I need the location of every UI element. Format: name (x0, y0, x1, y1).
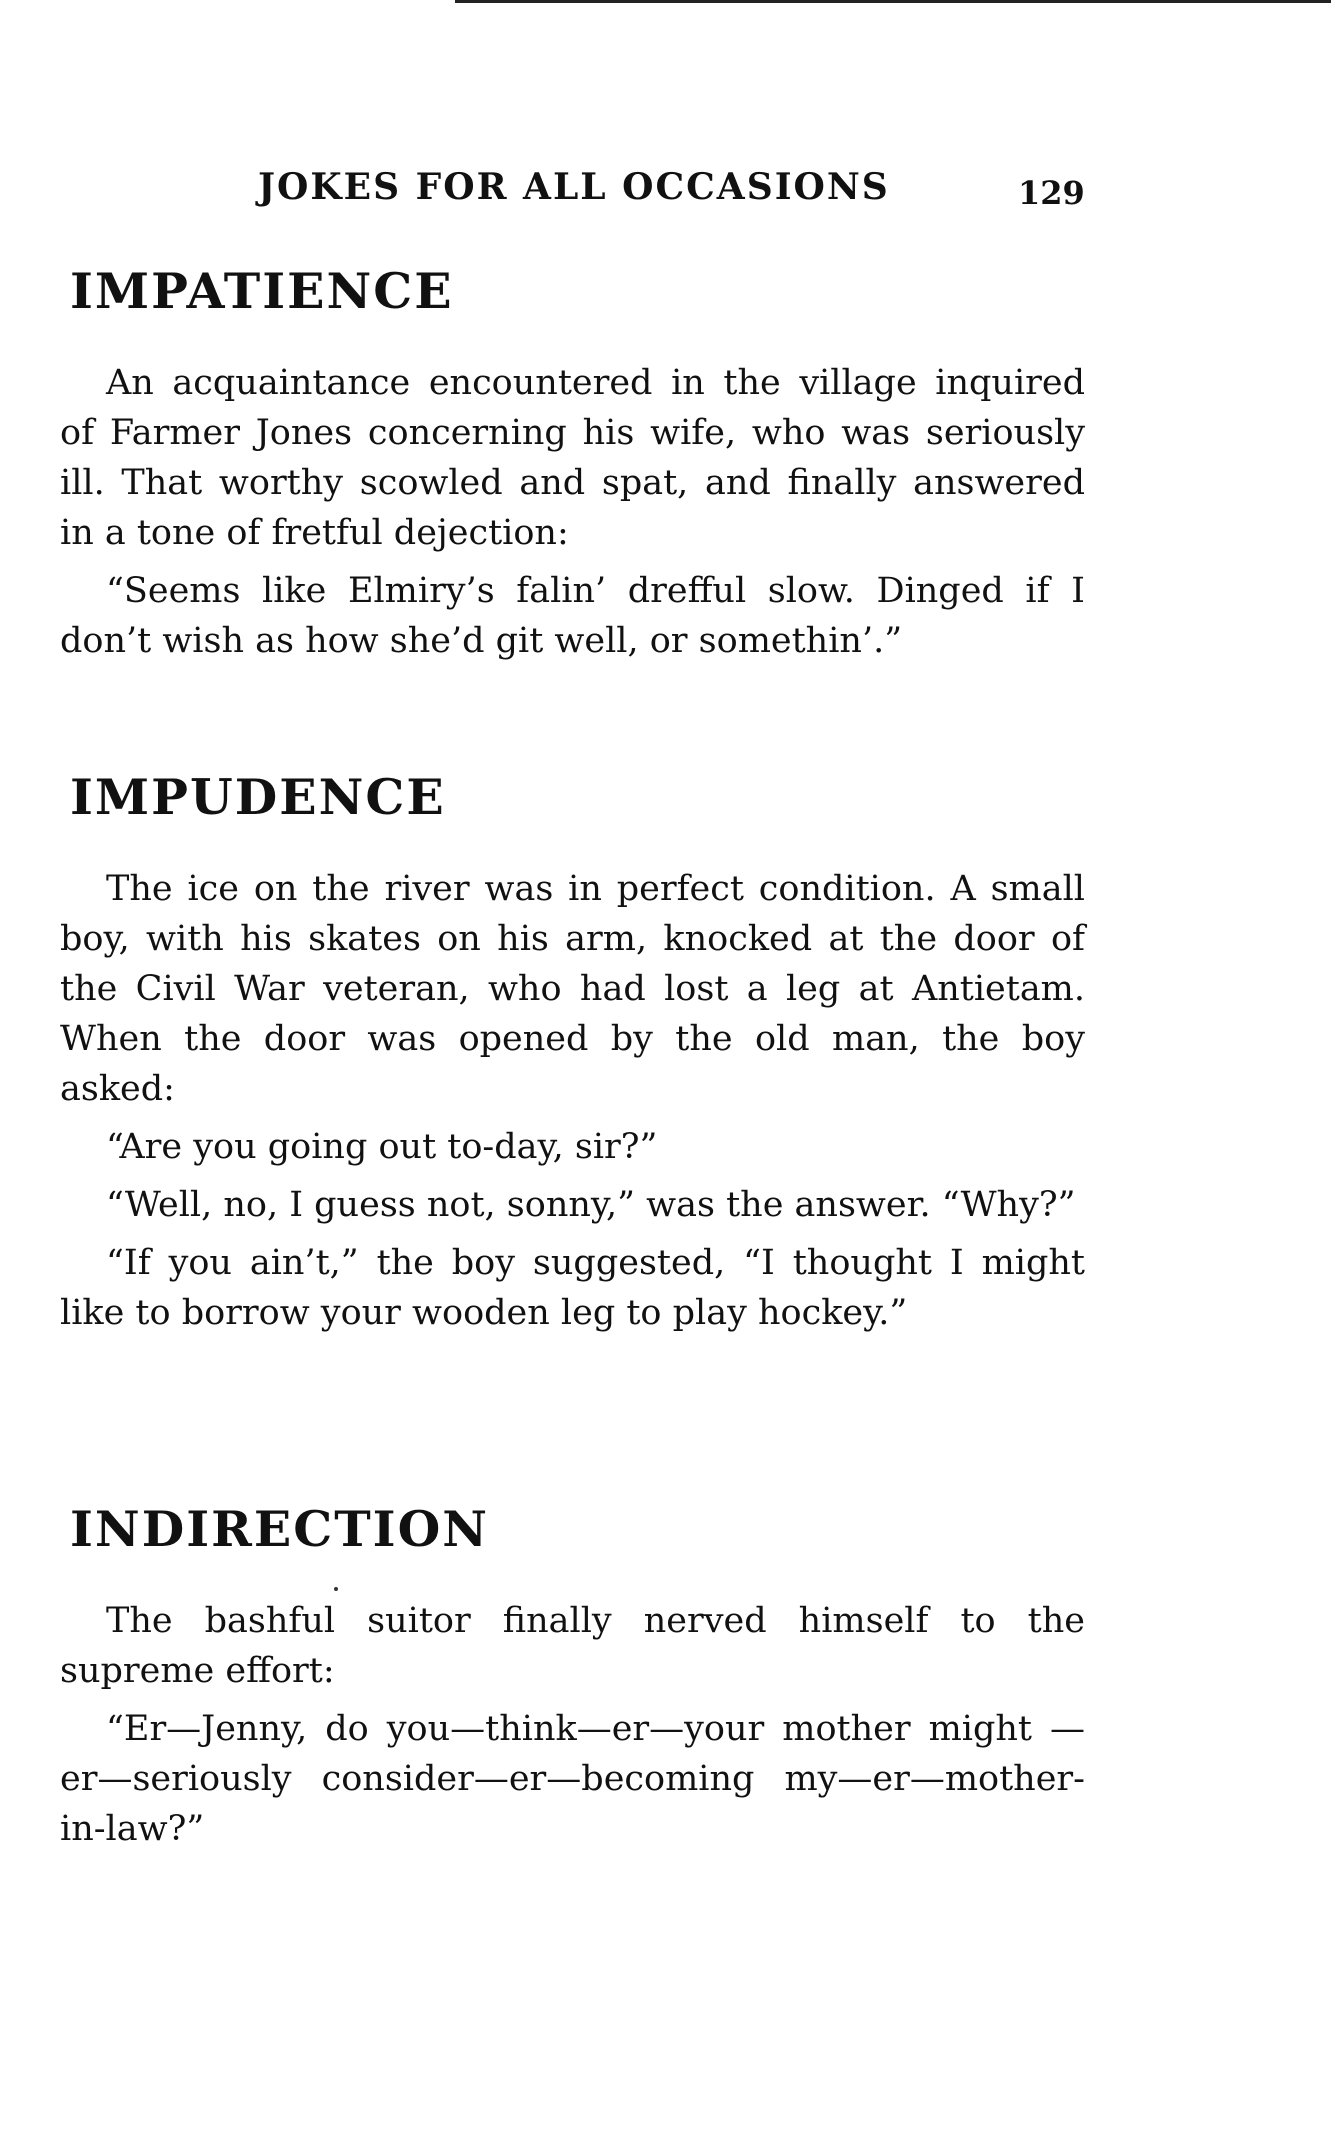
print-speck (334, 1587, 338, 1591)
paragraph: “If you ain’t,” the boy suggested, “I thought I might like to borrow your wooden leg to play hockey.” (60, 1243, 1085, 1333)
top-rule (455, 0, 1331, 3)
paragraph: “Are you going out to-day, sir?” (106, 1127, 658, 1167)
section-indirection (60, 1500, 1085, 1862)
page-number: 129 (1018, 174, 1085, 212)
paragraph: An acquaintance encountered in the village inquired of Farmer Jones concerning his wife, who was seriously ill. That worthy scowled and spat, and finally answered in a tone of fretful dejection: (60, 363, 1085, 553)
section-title: IMPATIENCE (70, 262, 454, 320)
paragraph: The ice on the river was in perfect condition. A small boy, with his skates on his arm, knocked at the door of the Civil War veteran, who had lost a leg at Antietam. When the door was opened by the old man, the boy asked: (60, 869, 1085, 1109)
paragraph: “Seems like Elmiry’s falin’ drefful slow. Dinged if I don’t wish as how she’d git well, or somethin’.” (60, 571, 1085, 661)
section-title: INDIRECTION (70, 1500, 490, 1558)
paragraph: “Well, no, I guess not, sonny,” was the answer. “Why?” (106, 1185, 1076, 1225)
section-impatience (60, 262, 1085, 674)
section-title: IMPUDENCE (70, 768, 446, 826)
running-head: JOKES FOR ALL OCCASIONS (258, 166, 890, 208)
paragraph: The bashful suitor finally nerved himself to the supreme effort: (60, 1601, 1085, 1691)
section-impudence (60, 768, 1085, 1346)
paragraph: “Er—Jenny, do you—think—er—your mother might —er—seriously consider—er—becoming my—er—mother-in-law?” (60, 1709, 1085, 1849)
